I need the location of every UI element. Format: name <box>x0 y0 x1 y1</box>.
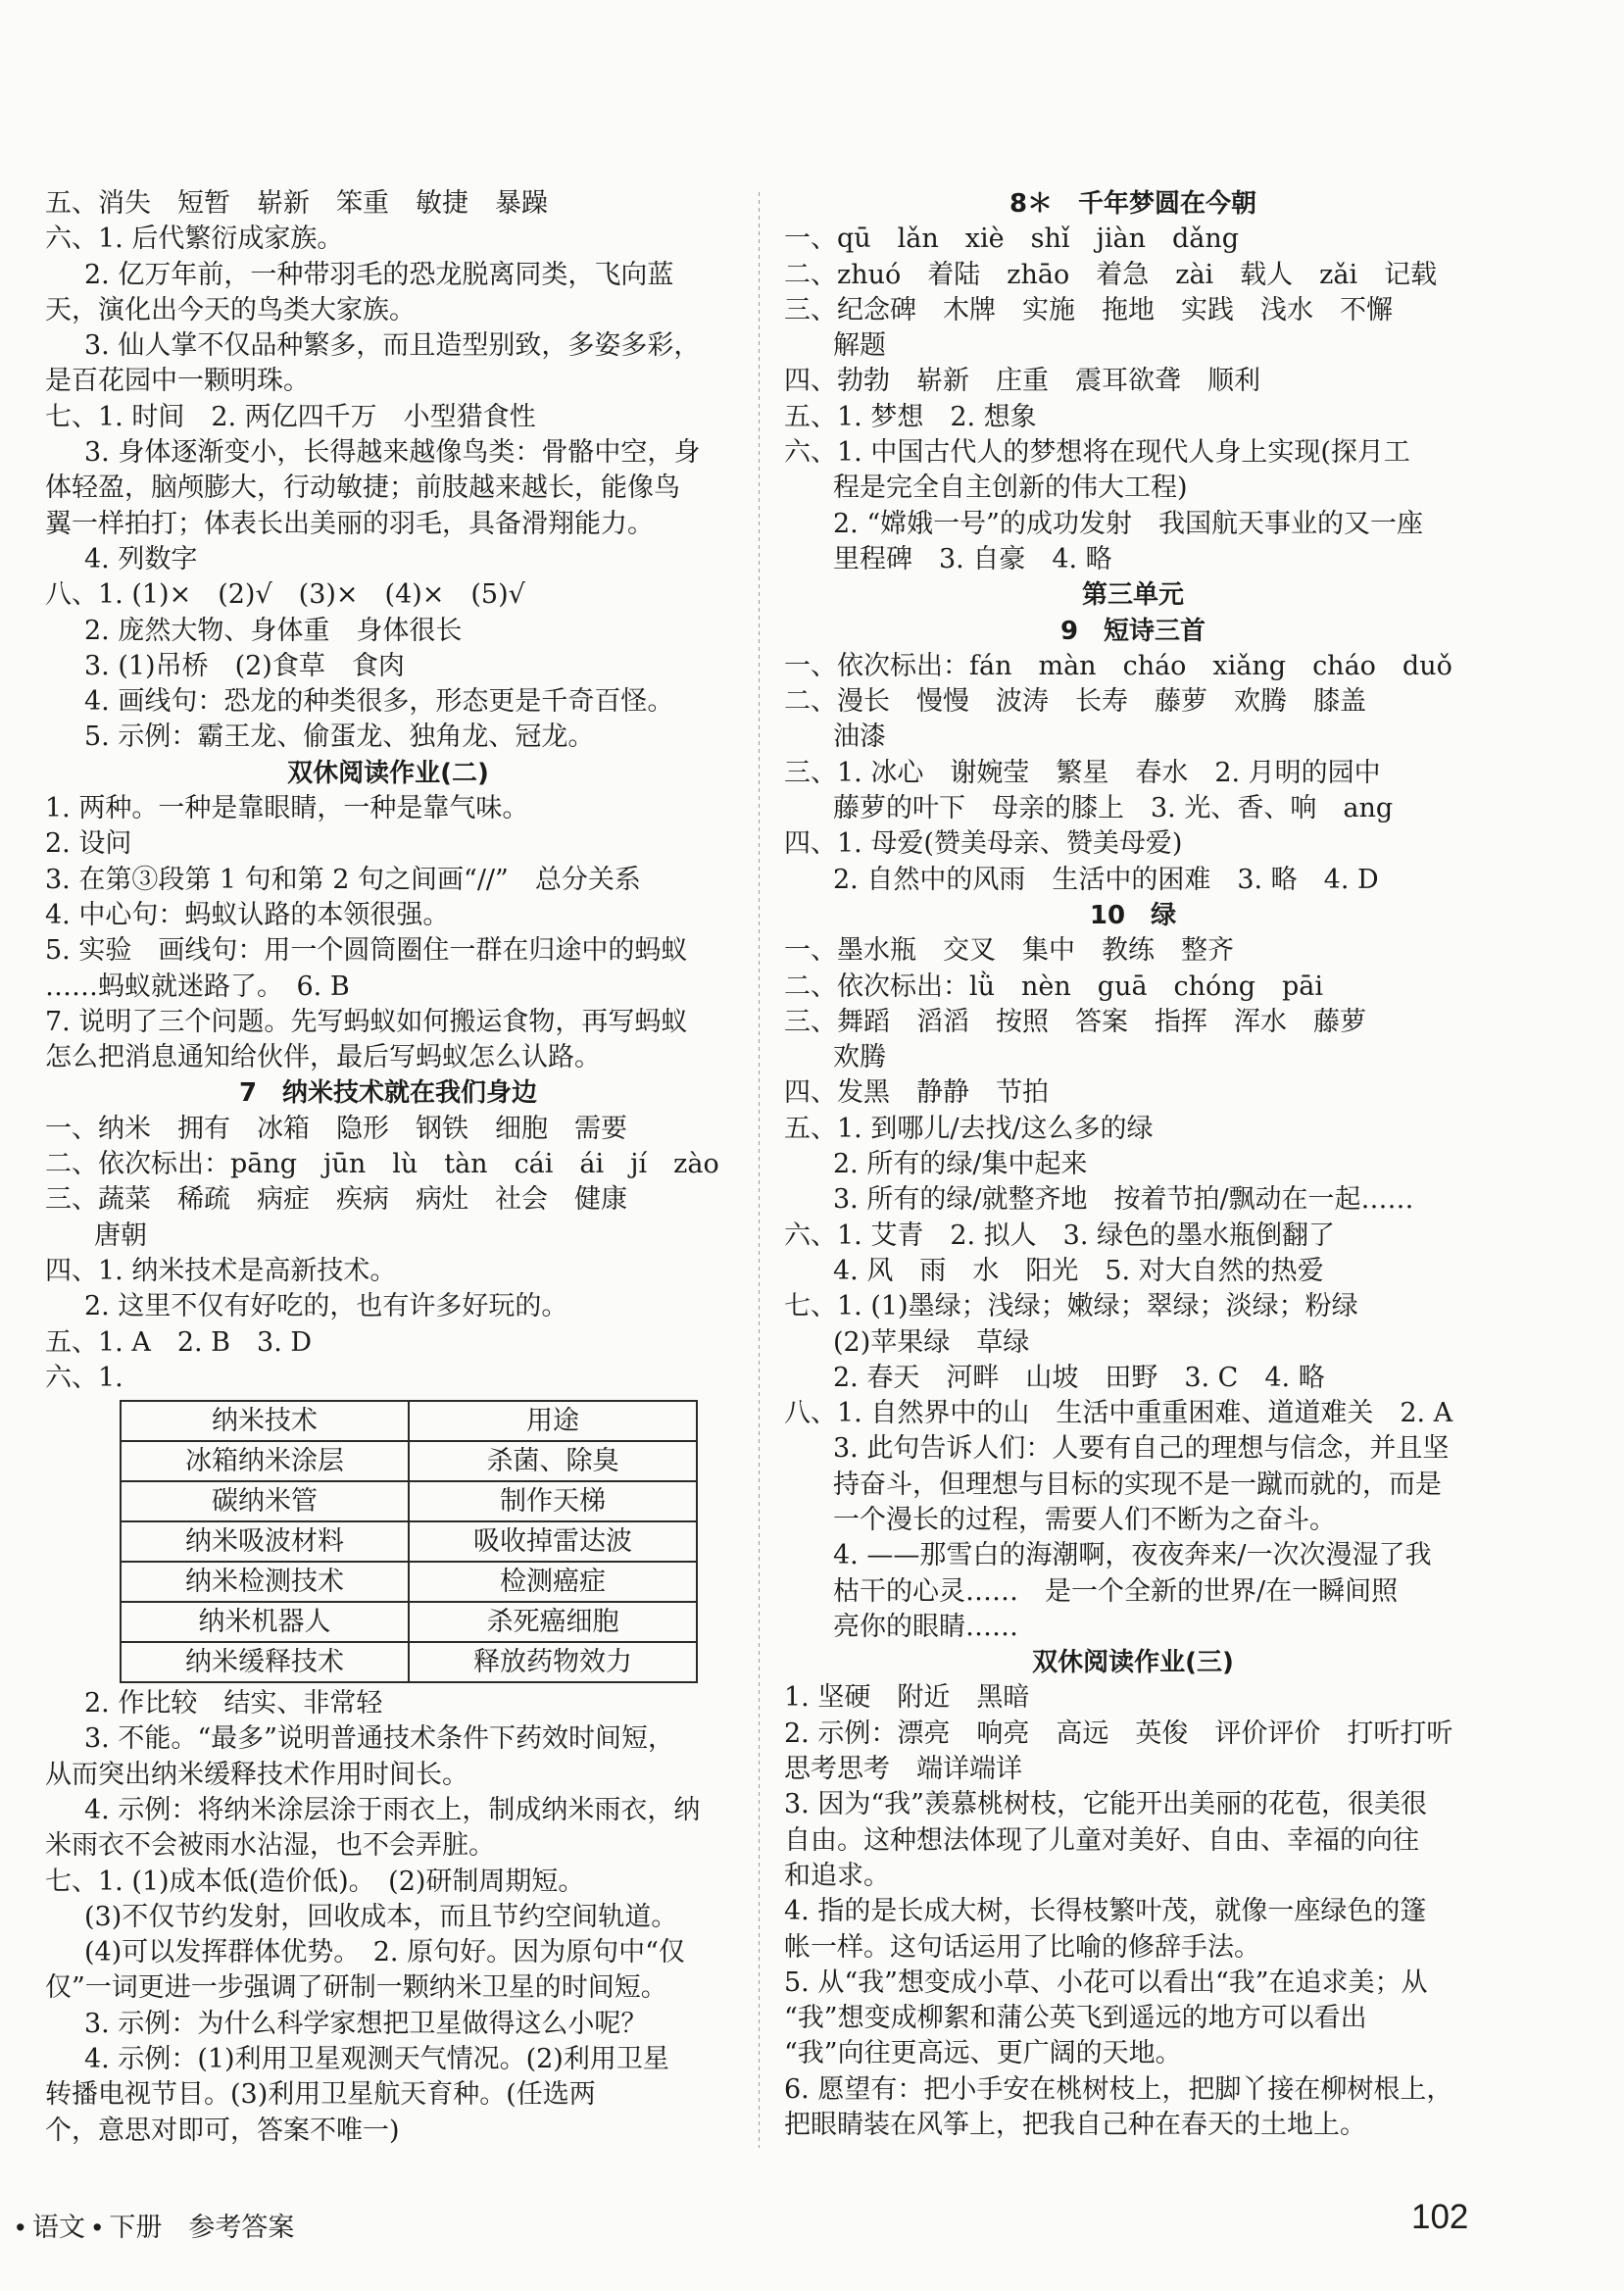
answer-line: 2. 春天 河畔 山坡 田野 3. C 4. 略 <box>833 1362 1325 1393</box>
table-header-cell: 纳米技术 <box>121 1401 409 1441</box>
answer-line: 1. 坚硬 附近 黑暗 <box>784 1682 1030 1714</box>
answer-line: 六、1. 后代繁衍成家族。 <box>45 224 344 255</box>
answer-line: 把眼睛装在风筝上，把我自己种在春天的土地上。 <box>784 2110 1366 2141</box>
answer-line: 二、漫长 慢慢 波涛 长寿 藤萝 欢腾 膝盖 <box>784 686 1366 718</box>
answer-line: 亮你的眼睛…… <box>833 1611 1018 1642</box>
answer-line: ……蚂蚁就迷路了。 6. B <box>45 971 350 1002</box>
right-block-1 <box>784 222 1482 577</box>
answer-line: 3. 仙人掌不仅品种繁多，而且造型别致，多姿多彩， <box>84 330 701 362</box>
right-column <box>784 186 1482 2143</box>
lesson-title: 8＊ 千年梦圆在今朝 <box>1009 189 1257 219</box>
answer-line: 油漆 <box>833 722 886 753</box>
lesson-title: 9 短诗三首 <box>1059 616 1206 646</box>
table-cell: 碳纳米管 <box>121 1481 409 1521</box>
section-title: 双休阅读作业(二) <box>287 758 489 788</box>
table-row <box>121 1521 697 1562</box>
answer-line: 3. 此句告诉人们：人要有自己的理想与信念，并且坚 <box>833 1433 1450 1465</box>
right-block-2 <box>784 649 1482 898</box>
nano-tech-table <box>120 1400 698 1683</box>
answer-line: 3. 因为“我”羡慕桃树枝，它能开出美丽的花苞，很美很 <box>784 1789 1427 1820</box>
table-row <box>121 1441 697 1481</box>
answer-line: “我”向往更高远、更广阔的天地。 <box>784 2038 1182 2069</box>
answer-line: 唐朝 <box>94 1220 147 1251</box>
answer-line: 五、1. 到哪儿/去找/这么多的绿 <box>784 1113 1154 1144</box>
nano-table-wrapper <box>45 1400 731 1683</box>
right-block-3 <box>784 933 1482 1645</box>
table-row <box>121 1562 697 1602</box>
answer-line: 2. 亿万年前，一种带羽毛的恐龙脱离同类，飞向蓝 <box>84 259 674 290</box>
footer-subject: • 语文 • 下册 参考答案 <box>16 2213 295 2242</box>
answer-line: 和追求。 <box>784 1860 890 1891</box>
answer-line: 4. 示例：(1)利用卫星观测天气情况。(2)利用卫星 <box>84 2044 669 2075</box>
answer-line: 2. 设问 <box>45 828 132 860</box>
right-block-4 <box>784 1680 1482 2143</box>
answer-line: 藤萝的叶下 母亲的膝上 3. 光、香、响 ang <box>833 793 1394 824</box>
table-cell: 检测癌症 <box>409 1562 697 1602</box>
answer-line: 一、纳米 拥有 冰箱 隐形 钢铁 细胞 需要 <box>45 1113 627 1144</box>
answer-line: 四、勃勃 崭新 庄重 震耳欲聋 顺利 <box>784 366 1260 397</box>
answer-line: 思考思考 端详端详 <box>784 1754 1022 1785</box>
answer-line: 三、纪念碑 木牌 实施 拖地 实践 浅水 不懈 <box>784 294 1393 325</box>
answer-line: 转播电视节目。(3)利用卫星航天育种。(任选两 <box>45 2079 596 2111</box>
answer-line: 2. 作比较 结实、非常轻 <box>84 1688 383 1719</box>
answer-line: 体轻盈，脑颅膨大，行动敏捷；前肢越来越长，能像鸟 <box>45 473 680 504</box>
answer-line: 从而突出纳米缓释技术作用时间长。 <box>45 1759 468 1790</box>
answer-line: 三、1. 冰心 谢婉莹 繁星 春水 2. 月明的园中 <box>784 757 1381 788</box>
table-cell: 纳米缓释技术 <box>121 1642 409 1682</box>
table-cell: 释放药物效力 <box>409 1642 697 1682</box>
answer-line: 4. 列数字 <box>84 543 198 574</box>
answer-line: 3. 身体逐渐变小，长得越来越像鸟类：骨骼中空，身 <box>84 437 701 469</box>
answer-line: 4. 示例：将纳米涂层涂于雨衣上，制成纳米雨衣，纳 <box>84 1794 701 1825</box>
answer-line: 是百花园中一颗明珠。 <box>45 366 310 397</box>
lesson-title: 10 绿 <box>1089 900 1177 930</box>
answer-line: 三、舞蹈 滔滔 按照 答案 指挥 浑水 藤萝 <box>784 1006 1366 1037</box>
table-cell: 纳米吸波材料 <box>121 1521 409 1562</box>
answer-line: 二、zhuó 着陆 zhāo 着急 zài 载人 zǎi 记载 <box>784 259 1438 290</box>
table-cell: 纳米检测技术 <box>121 1562 409 1602</box>
answer-line: 天，演化出今天的鸟类大家族。 <box>45 294 416 325</box>
answer-line: 5. 示例：霸王龙、偷蛋龙、独角龙、冠龙。 <box>84 722 595 753</box>
answer-line: 2. 庞然大物、身体重 身体很长 <box>84 615 463 646</box>
answer-line: 五、消失 短暂 崭新 笨重 敏捷 暴躁 <box>45 188 548 219</box>
answer-line: 3. 在第③段第 1 句和第 2 句之间画“//” 总分关系 <box>45 864 641 895</box>
answer-line: (2)苹果绿 草绿 <box>833 1326 1030 1358</box>
answer-line: 解题 <box>833 330 886 362</box>
answer-line: 个，意思对即可，答案不唯一) <box>45 2115 400 2146</box>
answer-line: 1. 两种。一种是靠眼睛，一种是靠气味。 <box>45 793 529 824</box>
answer-line: 六、1. <box>45 1362 123 1393</box>
answer-line: 3. 示例：为什么科学家想把卫星做得这么小呢？ <box>84 2008 648 2039</box>
answer-line: 二、依次标出：lǜ nèn guā chóng pāi <box>784 971 1324 1002</box>
answer-line: 2. “嫦娥一号”的成功发射 我国航天事业的又一座 <box>833 508 1423 539</box>
answer-line: 米雨衣不会被雨水沾湿，也不会弄脏。 <box>45 1830 495 1862</box>
page-number: 102 <box>1411 2198 1469 2236</box>
answer-line: 4. 中心句：蚂蚁认路的本领很强。 <box>45 899 450 930</box>
answer-line: 3. (1)吊桥 (2)食草 食肉 <box>84 650 405 681</box>
answer-line: 程是完全自主创新的伟大工程) <box>833 473 1188 504</box>
answer-line: (3)不仅节约发射，回收成本，而且节约空间轨道。 <box>84 1901 678 1932</box>
answer-line: “我”想变成柳絮和蒲公英飞到遥远的地方可以看出 <box>784 2003 1367 2034</box>
table-cell: 杀死癌细胞 <box>409 1602 697 1642</box>
unit-title: 第三单元 <box>1081 580 1184 611</box>
section-title: 双休阅读作业(三) <box>1032 1648 1234 1678</box>
answer-line: 4. 指的是长成大树，长得枝繁叶茂，就像一座绿色的篷 <box>784 1896 1427 1927</box>
table-cell: 冰箱纳米涂层 <box>121 1441 409 1481</box>
answer-line: 一、依次标出：fán màn cháo xiǎng cháo duǒ <box>784 650 1452 681</box>
answer-line: 七、1. 时间 2. 两亿四千万 小型猎食性 <box>45 401 536 432</box>
answer-line: 仅”一词更进一步强调了研制一颗纳米卫星的时间短。 <box>45 1972 667 2004</box>
answer-line: 里程碑 3. 自豪 4. 略 <box>833 543 1112 574</box>
table-header-row <box>121 1401 697 1441</box>
answer-line: 翼一样拍打；体表长出美丽的羽毛，具备滑翔能力。 <box>45 508 654 539</box>
answer-line: (4)可以发挥群体优势。 2. 原句好。因为原句中“仅 <box>84 1937 685 1968</box>
answer-line: 一、qū lǎn xiè shǐ jiàn dǎng <box>784 224 1240 255</box>
table-header-cell: 用途 <box>409 1401 697 1441</box>
answer-line: 5. 从“我”想变成小草、小花可以看出“我”在追求美；从 <box>784 1967 1428 1998</box>
left-block-1 <box>45 186 731 756</box>
answer-line: 七、1. (1)墨绿；浅绿；嫩绿；翠绿；淡绿；粉绿 <box>784 1291 1358 1322</box>
table-row <box>121 1602 697 1642</box>
answer-line: 六、1. 中国古代人的梦想将在现代人身上实现(探月工 <box>784 437 1410 469</box>
answer-line: 八、1. 自然界中的山 生活中重重困难、道道难关 2. A <box>784 1398 1453 1429</box>
answer-line: 2. 自然中的风雨 生活中的困难 3. 略 4. D <box>833 864 1379 895</box>
answer-line: 4. 画线句：恐龙的种类很多，形态更是千奇百怪。 <box>84 686 674 718</box>
answer-line: 3. 不能。“最多”说明普通技术条件下药效时间短， <box>84 1723 674 1755</box>
answer-line: 七、1. (1)成本低(造价低)。 (2)研制周期短。 <box>45 1866 585 1897</box>
lesson-title: 7 纳米技术就在我们身边 <box>238 1078 538 1109</box>
left-block-4 <box>45 1686 731 2149</box>
answer-line: 枯干的心灵…… 是一个全新的世界/在一瞬间照 <box>833 1575 1399 1607</box>
answer-line: 欢腾 <box>833 1042 886 1073</box>
answer-line: 四、1. 纳米技术是高新技术。 <box>45 1255 397 1286</box>
table-cell: 纳米机器人 <box>121 1602 409 1642</box>
answer-line: 7. 说明了三个问题。先写蚂蚁如何搬运食物，再写蚂蚁 <box>45 1006 688 1037</box>
left-column <box>45 186 731 2149</box>
answer-line: 八、1. (1)× (2)√ (3)× (4)× (5)√ <box>45 579 525 611</box>
left-block-2 <box>45 791 731 1075</box>
answer-line: 持奋斗，但理想与目标的实现不是一蹴而就的，而是 <box>833 1469 1442 1500</box>
answer-line: 怎么把消息通知给伙伴，最后写蚂蚁怎么认路。 <box>45 1042 601 1073</box>
left-block-3 <box>45 1112 731 1396</box>
table-row <box>121 1642 697 1682</box>
answer-line: 4. 风 雨 水 阳光 5. 对大自然的热爱 <box>833 1255 1324 1286</box>
answer-line: 帐一样。这句话运用了比喻的修辞手法。 <box>784 1931 1260 1963</box>
answer-line: 3. 所有的绿/就整齐地 按着节拍/飘动在一起…… <box>833 1184 1414 1216</box>
answer-line: 2. 示例：漂亮 响亮 高远 英俊 评价评价 打听打听 <box>784 1718 1453 1749</box>
table-row <box>121 1481 697 1521</box>
answer-line: 六、1. 艾青 2. 拟人 3. 绿色的墨水瓶倒翻了 <box>784 1220 1336 1251</box>
answer-line: 一、墨水瓶 交叉 集中 教练 整齐 <box>784 935 1234 967</box>
answer-line: 一个漫长的过程，需要人们不断为之奋斗。 <box>833 1504 1336 1535</box>
answer-line: 2. 所有的绿/集中起来 <box>833 1149 1088 1180</box>
answer-line: 2. 这里不仅有好吃的，也有许多好玩的。 <box>84 1291 568 1322</box>
answer-line: 五、1. A 2. B 3. D <box>45 1326 313 1358</box>
answer-line: 二、依次标出：pāng jūn lù tàn cái ái jí zào <box>45 1149 719 1180</box>
answer-line: 4. ——那雪白的海潮啊，夜夜奔来/一次次漫湿了我 <box>833 1540 1432 1571</box>
table-cell: 制作天梯 <box>409 1481 697 1521</box>
answer-line: 四、发黑 静静 节拍 <box>784 1077 1049 1109</box>
table-cell: 杀菌、除臭 <box>409 1441 697 1481</box>
answer-line: 5. 实验 画线句：用一个圆筒圈住一群在归途中的蚂蚁 <box>45 935 688 967</box>
answer-line: 6. 愿望有：把小手安在桃树枝上，把脚丫接在柳树根上， <box>784 2073 1453 2105</box>
table-cell: 吸收掉雷达波 <box>409 1521 697 1562</box>
answer-line: 三、蔬菜 稀疏 病症 疾病 病灶 社会 健康 <box>45 1184 627 1216</box>
answer-line: 四、1. 母爱(赞美母亲、赞美母爱) <box>784 828 1183 860</box>
answer-line: 五、1. 梦想 2. 想象 <box>784 401 1037 432</box>
answer-line: 自由。这种想法体现了儿童对美好、自由、幸福的向往 <box>784 1824 1419 1856</box>
column-divider <box>759 192 760 2148</box>
